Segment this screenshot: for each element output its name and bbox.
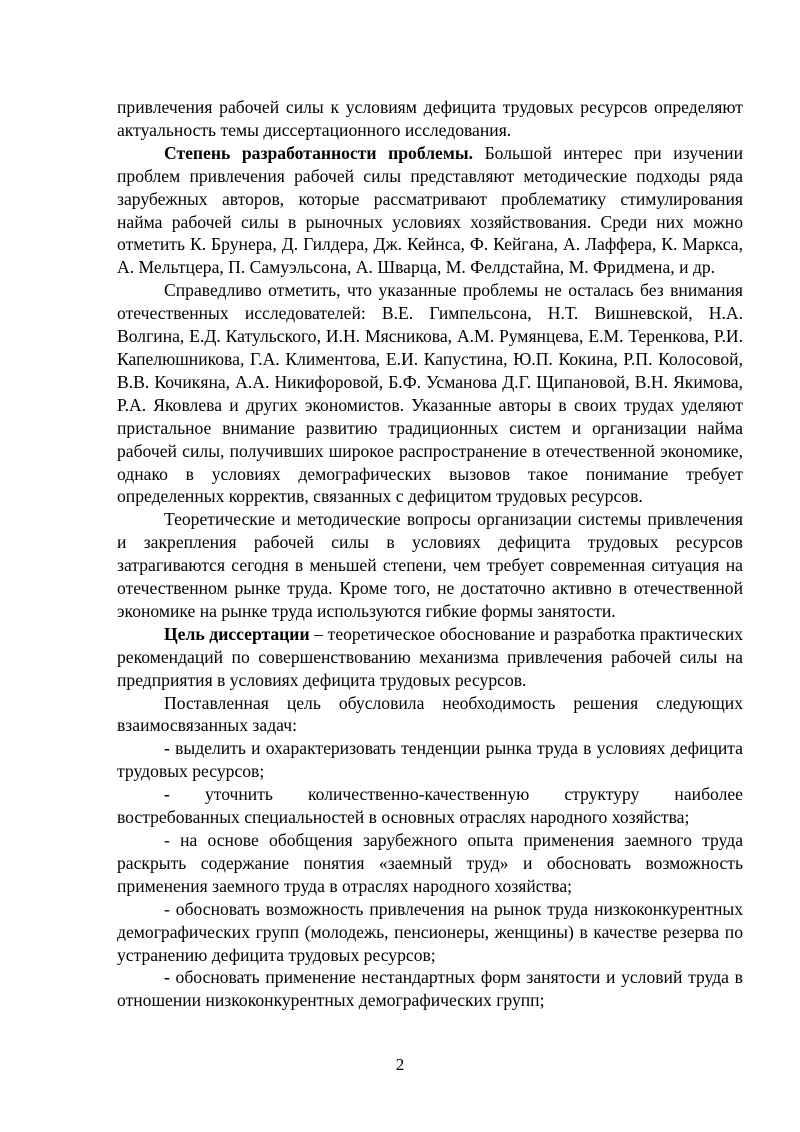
paragraph-domestic-researchers xyxy=(117,279,743,508)
paragraph-theoretical-issues xyxy=(117,508,743,623)
paragraph-text: Теоретические и методические вопросы организации системы привлечения и закрепления рабочей силы в условиях дефицита трудовых ресурсов затрагиваются сегодня в меньшей степени, чем требует современная ситуация на отечественном рынке труда. Кроме того, не достаточно активно в отечественной экономике на рынке труда используются гибкие формы занятости. xyxy=(117,509,743,621)
task-text: обосновать применение нестандартных форм занятости и условий труда в отношении низкоконкурентных демографических групп; xyxy=(117,967,743,1011)
paragraph-relevance-end xyxy=(117,96,743,142)
task-dash: - xyxy=(164,784,170,805)
task-text: - на основе обобщения зарубежного опыта применения заемного труда раскрыть содержание понятия «заемный труд» и обосновать возможность применения заемного труда в отраслях народного хозяйства; xyxy=(117,830,743,896)
paragraph-dissertation-goal xyxy=(117,623,743,692)
task-text: - обосновать возможность привлечения на рынок труда низкоконкурентных демографических групп (молодежь, пенсионеры, женщины) в качестве резерва по устранению дефицита трудовых ресурсов; xyxy=(117,898,743,965)
task-text: уточнить количественно-качественную структуру наиболее востребованных специальностей в основных отраслях народного хозяйства; xyxy=(117,784,743,828)
page-number: 2 xyxy=(395,1055,405,1074)
paragraph-text: Большой интерес при изучении проблем привлечения рабочей силы представляют методические подходы ряда зарубежных авторов, которые рассматривают проблематику стимулирования найма рабочей силы в рыночных условиях хозяйствования. Среди них можно отметить К. Брунера, Д. Гилдера, Дж. Кейнса, Ф. Кейгана, А. Лаффера, К. Маркса, А. Мельтцера, П. Самуэльсона, А. Шварца, М. Фелдстайна, М. Фридмена, и др. xyxy=(117,142,743,278)
paragraph-tasks-intro xyxy=(117,692,743,738)
page-body xyxy=(117,96,743,1012)
task-item-2 xyxy=(117,783,743,829)
paragraph-text: Справедливо отметить, что указанные проблемы не осталась без внимания отечественных исследователей: В.Е. Гимпельсона, Н.Т. Вишневской, Н.А. Волгина, Е.Д. Катульского, И.Н. Мясникова, А.М. Румянцева, Е.М. Теренкова, Р.И. Капелюшникова, Г.А. Климентова, Е.И. Капустина, Ю.П. Кокина, Р.П. Колосовой, В.В. Кочикяна, А.А. Никифоровой, Б.Ф. Усманова Д.Г. Щипановой, В.Н. Якимова, Р.А. Яковлева и других экономистов. Указанные авторы в своих трудах уделяют пристальное внимание развитию традиционных систем и организации найма рабочей силы, получивших широкое распространение в отечественной экономике, однако в условиях демографических вызовов такое понимание требует определенных корректив, связанных с дефицитом трудовых ресурсов. xyxy=(117,280,743,507)
task-item-3 xyxy=(117,829,743,898)
task-item-5 xyxy=(117,966,743,1012)
task-item-1 xyxy=(117,737,743,783)
paragraph-text: Поставленная цель обусловила необходимость решения следующих взаимосвязанных задач: xyxy=(117,692,743,736)
task-dash: - xyxy=(164,738,170,759)
section-heading-degree: Степень разработанности проблемы. xyxy=(164,142,473,163)
section-heading-goal: Цель диссертации xyxy=(164,623,310,644)
task-text: выделить и охарактеризовать тенденции рынка труда в условиях дефицита трудовых ресурсов; xyxy=(117,738,743,782)
task-dash: - xyxy=(164,967,170,988)
paragraph-degree-of-development xyxy=(117,142,743,279)
paragraph-text: – теоретическое обоснование и разработка практических рекомендаций по совершенствованию механизма привлечения рабочей силы на предприятия в условиях дефицита трудовых ресурсов. xyxy=(117,623,743,690)
task-item-4 xyxy=(117,898,743,967)
paragraph-text: привлечения рабочей силы к условиям дефицита трудовых ресурсов определяют актуальность темы диссертационного исследования. xyxy=(117,97,743,140)
